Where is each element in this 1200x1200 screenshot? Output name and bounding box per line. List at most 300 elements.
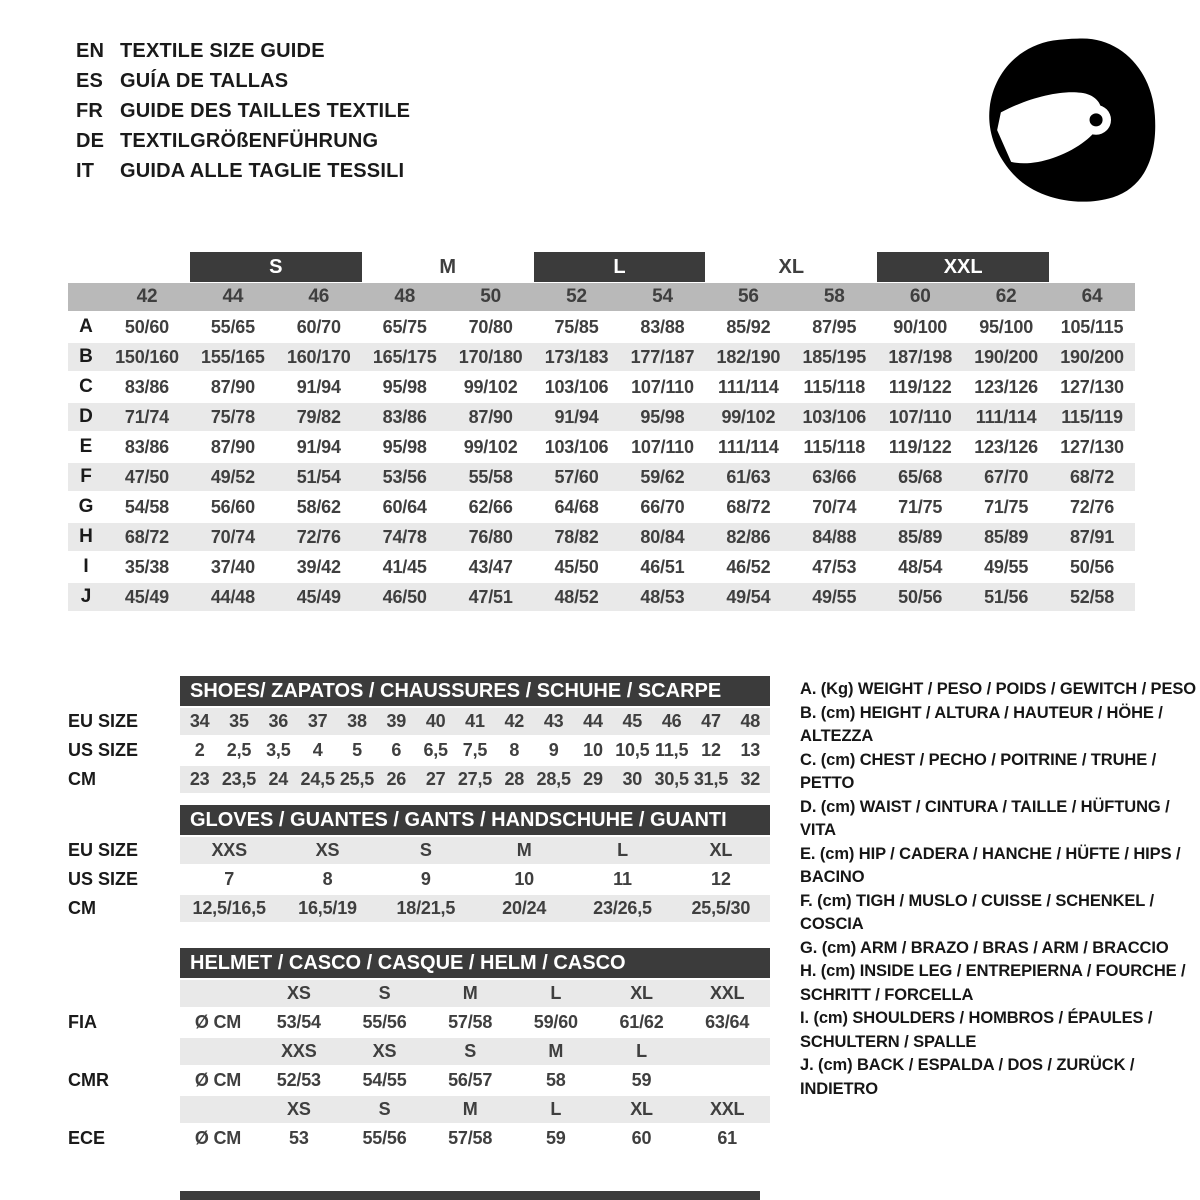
size-value: 190/200 [1060, 346, 1124, 367]
helmet-size-header: XS [287, 983, 311, 1003]
size-value: 123/126 [974, 376, 1038, 397]
size-value: 45/50 [554, 556, 599, 577]
size-value: 63/66 [812, 466, 857, 487]
size-value: 50/56 [1070, 556, 1115, 577]
helmet-size-header: S [378, 1099, 391, 1119]
size-value: 85/89 [984, 526, 1029, 547]
size-value: 95/98 [382, 376, 427, 397]
size-value: 25,5/30 [691, 898, 751, 918]
guide-title: GUÍA DE TALLAS [120, 70, 289, 92]
size-value: 51/56 [984, 586, 1029, 607]
measure-row-label: J [80, 586, 92, 607]
size-value: 34 [189, 711, 210, 731]
size-value: 65/75 [382, 316, 427, 337]
size-value: 70/74 [210, 526, 255, 547]
language-code: ES [76, 70, 104, 92]
size-value: 68/72 [124, 526, 169, 547]
size-value: 42 [504, 711, 525, 731]
helmet-size-header: XXS [281, 1041, 317, 1061]
column-header: 50 [480, 286, 501, 307]
size-value: 27,5 [457, 769, 493, 789]
gloves-size-table [68, 805, 770, 924]
size-value: 60/70 [296, 316, 341, 337]
size-value: 64/68 [554, 496, 599, 517]
size-value: 99/102 [721, 406, 776, 427]
values-row [180, 766, 770, 793]
helmet-size-header: M [548, 1041, 564, 1061]
size-value: 111/114 [975, 406, 1037, 427]
values-row [180, 708, 770, 735]
size-value: 91/94 [296, 436, 341, 457]
size-value: 48 [740, 711, 761, 731]
size-value: 39 [386, 711, 407, 731]
size-value: 103/106 [802, 406, 867, 427]
size-value: 53/54 [276, 1012, 321, 1032]
column-header-row [68, 283, 1135, 311]
size-value: 115/119 [1061, 406, 1123, 427]
size-value: 70/80 [468, 316, 513, 337]
partial-next-section-bar [180, 1191, 760, 1200]
size-value: 56/60 [210, 496, 255, 517]
column-header: 64 [1081, 286, 1103, 307]
size-value: 62/66 [468, 496, 513, 517]
size-value: 65/68 [898, 466, 943, 487]
helmet-sizes-row [68, 1096, 770, 1123]
column-header: 56 [738, 286, 759, 307]
size-value: XL [709, 840, 733, 860]
size-value: 49/55 [812, 586, 857, 607]
helmet-size-header: XL [630, 1099, 653, 1119]
values-row [180, 1009, 770, 1036]
legend-item-d: D. (cm) WAIST / CINTURA / TAILLE / HÜFTUNG / VITA [800, 797, 1170, 839]
helmet-sizes-row [68, 980, 770, 1007]
helmet-sizes-row [68, 1038, 770, 1065]
size-value: 12 [701, 740, 721, 760]
table-row [68, 866, 770, 893]
measurement-legend [800, 678, 1200, 1101]
size-value: 47 [701, 711, 721, 731]
size-value: 41/45 [382, 556, 427, 577]
size-value: 41 [465, 711, 485, 731]
size-value: 32 [740, 769, 761, 789]
size-value: 53/56 [382, 466, 427, 487]
size-value: 3,5 [266, 740, 291, 760]
measure-row-label: C [79, 376, 93, 397]
legend-item-h: H. (cm) INSIDE LEG / ENTREPIERNA / FOURCHE / SCHRITT / FORCELLA [800, 962, 1186, 1004]
size-value: 13 [740, 740, 761, 760]
size-value: 95/98 [640, 406, 685, 427]
helmet-size-header: L [636, 1041, 647, 1061]
values-row [180, 895, 770, 922]
size-value: 82/86 [726, 526, 771, 547]
measure-row-label: E [79, 436, 93, 457]
size-value: 99/102 [463, 376, 518, 397]
size-value: 49/54 [726, 586, 771, 607]
helmet-size-header: XS [287, 1099, 311, 1119]
size-value: 26 [386, 769, 407, 789]
size-value: 46/51 [640, 556, 685, 577]
measure-row-label: I [83, 556, 89, 577]
size-value: 12,5/16,5 [192, 898, 266, 918]
size-value: 55/56 [362, 1012, 407, 1032]
size-value: 55/56 [362, 1128, 407, 1148]
row-label: EU SIZE [68, 840, 139, 860]
size-value: XS [315, 840, 340, 860]
size-value: 182/190 [716, 346, 781, 367]
size-value: 91/94 [554, 406, 599, 427]
size-value: 37/40 [210, 556, 255, 577]
column-header: 60 [909, 286, 931, 307]
size-value: 20/24 [502, 898, 547, 918]
size-value: 127/130 [1060, 376, 1124, 397]
size-value: 76/80 [468, 526, 513, 547]
legend-item-e: E. (cm) HIP / CADERA / HANCHE / HÜFTE / HIPS / BACINO [800, 844, 1181, 886]
size-value: 43/47 [468, 556, 513, 577]
size-value: L [617, 840, 628, 860]
row-label: CM [68, 898, 96, 918]
size-value: 95/98 [382, 436, 427, 457]
size-value: 58/62 [296, 496, 341, 517]
size-value: 107/110 [631, 436, 694, 457]
measure-row-label: H [79, 526, 93, 547]
size-value: 31,5 [693, 769, 729, 789]
guide-title: GUIDA ALLE TAGLIE TESSILI [120, 160, 405, 182]
unit-label: Ø CM [194, 1070, 242, 1090]
size-value: 47/50 [124, 466, 169, 487]
row-label: CM [68, 769, 96, 789]
language-row-de [76, 126, 410, 156]
size-value: XXS [211, 840, 247, 860]
measure-row-a [68, 313, 1135, 341]
size-value: 95/100 [979, 316, 1034, 337]
table-row [68, 737, 770, 764]
guide-title: GUIDE DES TAILLES TEXTILE [120, 100, 411, 122]
values-row [180, 737, 770, 764]
guide-title: TEXTILE SIZE GUIDE [120, 40, 325, 62]
sizes-row [180, 1038, 770, 1065]
size-value: 30,5 [654, 769, 689, 789]
gloves-table-header: GLOVES / GUANTES / GANTS / HANDSCHUHE / GUANTI [180, 805, 770, 835]
size-value: 75/78 [210, 406, 255, 427]
language-row-es [76, 66, 410, 96]
legend-item-f: F. (cm) TIGH / MUSLO / CUISSE / SCHENKEL / COSCIA [800, 891, 1154, 933]
legend-item-c: C. (cm) CHEST / PECHO / POITRINE / TRUHE / PETTO [800, 750, 1157, 792]
helmet-values-row [68, 1067, 770, 1094]
size-value: 71/74 [124, 406, 169, 427]
size-value: 185/195 [802, 346, 867, 367]
measure-row-d [68, 403, 1135, 431]
helmet-size-header: XS [372, 1041, 397, 1061]
standard-label: FIA [68, 1012, 97, 1032]
row-label: US SIZE [68, 869, 139, 889]
size-value: 83/86 [124, 376, 169, 397]
size-value: 87/90 [468, 406, 513, 427]
textile-size-table [68, 252, 1135, 613]
size-value: 51/54 [296, 466, 341, 487]
size-value: 155/165 [201, 346, 265, 367]
size-value: 24 [268, 769, 289, 789]
helmet-size-header: L [550, 983, 562, 1003]
size-value: 87/90 [210, 436, 255, 457]
size-value: 103/106 [544, 376, 609, 397]
size-value: 40 [425, 711, 446, 731]
size-value: 55/65 [210, 316, 255, 337]
size-value: M [516, 840, 532, 860]
legend-item-j: J. (cm) BACK / ESPALDA / DOS / ZURÜCK / INDIETRO [800, 1056, 1135, 1098]
size-value: 45 [622, 711, 643, 731]
measure-row-e [68, 433, 1135, 461]
size-value: 60 [631, 1128, 652, 1148]
size-value: 55/58 [468, 466, 513, 487]
size-value: 7,5 [462, 740, 488, 760]
size-value: 59 [546, 1128, 566, 1148]
size-value: 84/88 [812, 526, 857, 547]
size-value: 115/118 [803, 436, 866, 457]
legend-item-i: I. (cm) SHOULDERS / HOMBROS / ÉPAULES / SCHULTERN / SPALLE [800, 1009, 1153, 1051]
size-value: 38 [347, 711, 367, 731]
table-row [68, 708, 770, 735]
measure-row-i [68, 553, 1135, 581]
size-value: 8 [509, 740, 520, 760]
size-value: 79/82 [296, 406, 341, 427]
language-row-en [76, 36, 410, 66]
language-code: DE [76, 130, 105, 152]
size-value: 85/89 [898, 526, 943, 547]
language-row-fr [76, 96, 410, 126]
size-value: 54/55 [362, 1070, 407, 1090]
size-value: 9 [548, 740, 559, 760]
size-value: 45/49 [124, 586, 169, 607]
measure-row-label: A [79, 316, 93, 337]
size-value: 10 [583, 740, 603, 760]
size-value: 48/52 [554, 586, 599, 607]
helmet-values-row [68, 1125, 770, 1152]
size-value: 103/106 [544, 436, 609, 457]
size-value: 119/122 [888, 376, 952, 397]
size-value: 23/26,5 [593, 898, 652, 918]
size-value: 4 [312, 740, 323, 760]
size-value: 127/130 [1060, 436, 1124, 457]
size-value: 18/21,5 [396, 898, 456, 918]
size-value: 61/62 [619, 1012, 664, 1032]
size-value: 30 [622, 769, 643, 789]
size-value: 50/60 [124, 316, 169, 337]
size-value: 16,5/19 [298, 898, 357, 918]
size-value: 50/56 [898, 586, 943, 607]
sizes-row [180, 1096, 770, 1123]
size-value: 99/102 [463, 436, 518, 457]
legend-item-a: A. (Kg) WEIGHT / PESO / POIDS / GEWITCH / PESO [800, 680, 1197, 698]
size-value: 47/51 [468, 586, 513, 607]
size-value: 44 [583, 711, 603, 731]
size-value: 68/72 [726, 496, 771, 517]
table-row [68, 766, 770, 793]
size-value: 44/48 [210, 586, 255, 607]
size-value: 83/86 [124, 436, 169, 457]
size-value: S [419, 840, 432, 860]
measure-row-label: D [79, 406, 93, 427]
size-group-row [68, 252, 1135, 282]
size-value: 119/122 [888, 436, 952, 457]
table-row [68, 837, 770, 864]
helmet-size-table [68, 948, 770, 1154]
values-row [180, 1067, 770, 1094]
size-value: 190/200 [974, 346, 1038, 367]
size-value: 123/126 [974, 436, 1038, 457]
size-value: 80/84 [640, 526, 685, 547]
size-value: 74/78 [382, 526, 427, 547]
size-value: 48/54 [898, 556, 943, 577]
size-value: 187/198 [888, 346, 953, 367]
column-header: 58 [823, 286, 845, 307]
size-value: 67/70 [984, 466, 1029, 487]
size-value: 5 [352, 740, 362, 760]
size-value: 37 [307, 711, 328, 731]
size-value: 10,5 [615, 740, 650, 760]
size-value: 46/52 [726, 556, 771, 577]
size-value: 28 [504, 769, 525, 789]
column-header: 46 [308, 286, 330, 307]
values-row [180, 1125, 770, 1152]
size-value: 59 [631, 1070, 652, 1090]
measure-row-h [68, 523, 1135, 551]
size-value: 36 [268, 711, 289, 731]
language-code: IT [76, 160, 95, 182]
language-title-list [76, 36, 410, 186]
size-value: 83/88 [640, 316, 685, 337]
size-value: 71/75 [898, 496, 943, 517]
size-value: 87/95 [812, 316, 857, 337]
size-value: 12 [711, 869, 731, 889]
size-value: 7 [224, 869, 235, 889]
language-code: FR [76, 100, 104, 122]
legend-item-b: B. (cm) HEIGHT / ALTURA / HAUTEUR / HÖHE / ALTEZZA [800, 703, 1163, 745]
size-value: 59/62 [640, 466, 685, 487]
measure-row-b [68, 343, 1135, 371]
size-value: 165/175 [372, 346, 437, 367]
size-value: 111/114 [718, 436, 779, 457]
size-value: 59/60 [533, 1012, 578, 1032]
size-value: 58 [546, 1070, 566, 1090]
size-value: 170/180 [458, 346, 523, 367]
size-value: 56/57 [448, 1070, 493, 1090]
size-value: 91/94 [296, 376, 341, 397]
measure-row-c [68, 373, 1135, 401]
table-row [68, 895, 770, 922]
size-value: 6,5 [423, 740, 448, 760]
standard-label: CMR [68, 1070, 109, 1090]
size-value: 71/75 [984, 496, 1029, 517]
size-value: 52/58 [1070, 586, 1115, 607]
size-value: 52/53 [276, 1070, 321, 1090]
size-group-m: M [439, 255, 456, 278]
measure-row-f [68, 463, 1135, 491]
row-label: US SIZE [68, 740, 139, 760]
size-value: 75/85 [554, 316, 599, 337]
size-value: 107/110 [888, 406, 952, 427]
size-value: 57/60 [554, 466, 599, 487]
size-value: 87/90 [210, 376, 255, 397]
helmet-values-row [68, 1009, 770, 1036]
unit-label: Ø CM [194, 1128, 242, 1148]
values-row [180, 837, 770, 864]
size-value: 8 [322, 869, 333, 889]
size-value: 57/58 [448, 1012, 493, 1032]
size-value: 63/64 [705, 1012, 750, 1032]
size-value: 61 [717, 1128, 737, 1148]
helmet-size-header: XXL [709, 983, 745, 1003]
size-value: 68/72 [1070, 466, 1115, 487]
size-value: 115/118 [803, 376, 866, 397]
row-label: EU SIZE [68, 711, 139, 731]
size-group-xxl: XXL [877, 252, 1049, 282]
standard-label: ECE [68, 1128, 106, 1148]
size-value: 48/53 [640, 586, 685, 607]
size-value: 24,5 [300, 769, 335, 789]
size-value: 66/70 [640, 496, 685, 517]
size-value: 35/38 [124, 556, 169, 577]
size-value: 49/55 [984, 556, 1029, 577]
size-value: 29 [583, 769, 603, 789]
size-value: 72/76 [1070, 496, 1115, 517]
size-value: 70/74 [812, 496, 857, 517]
size-value: 111/114 [718, 376, 779, 397]
size-value: 90/100 [893, 316, 948, 337]
size-value: 11,5 [655, 740, 689, 760]
size-value: 160/170 [286, 346, 351, 367]
measure-row-j [68, 583, 1135, 611]
size-value: 72/76 [296, 526, 341, 547]
helmet-size-header: S [378, 983, 391, 1003]
helmet-size-header: M [462, 1099, 478, 1119]
helmet-size-header: L [550, 1099, 562, 1119]
size-value: 177/187 [630, 346, 695, 367]
size-value: 25,5 [339, 769, 375, 789]
size-value: 2,5 [226, 740, 252, 760]
size-value: 53 [289, 1128, 309, 1148]
measure-row-g [68, 493, 1135, 521]
size-value: 78/82 [554, 526, 599, 547]
size-value: 105/115 [1060, 316, 1124, 337]
size-value: 173/183 [544, 346, 609, 367]
size-group-xl: XL [778, 255, 805, 278]
column-header: 44 [222, 286, 244, 307]
size-value: 54/58 [124, 496, 169, 517]
size-value: 47/53 [812, 556, 857, 577]
size-value: 150/160 [115, 346, 179, 367]
helmet-size-header: M [462, 983, 478, 1003]
helmet-size-header: XXL [709, 1099, 745, 1119]
size-value: 85/92 [726, 316, 771, 337]
shoes-table-header: SHOES/ ZAPATOS / CHAUSSURES / SCHUHE / SCARPE [180, 676, 770, 706]
sizes-row [180, 980, 770, 1007]
values-row [180, 866, 770, 893]
size-value: 61/63 [726, 466, 771, 487]
size-value: 46 [661, 711, 682, 731]
size-value: 46/50 [382, 586, 427, 607]
column-header: 54 [652, 286, 673, 307]
size-value: 6 [391, 740, 402, 760]
size-value: 107/110 [631, 376, 694, 397]
size-value: 57/58 [448, 1128, 493, 1148]
size-value: 60/64 [382, 496, 427, 517]
column-header: 62 [995, 286, 1017, 307]
size-value: 9 [420, 869, 431, 889]
size-group-l: L [534, 252, 706, 282]
size-group-s: S [190, 252, 362, 282]
helmet-icon [978, 34, 1160, 202]
measure-row-label: G [78, 496, 94, 517]
